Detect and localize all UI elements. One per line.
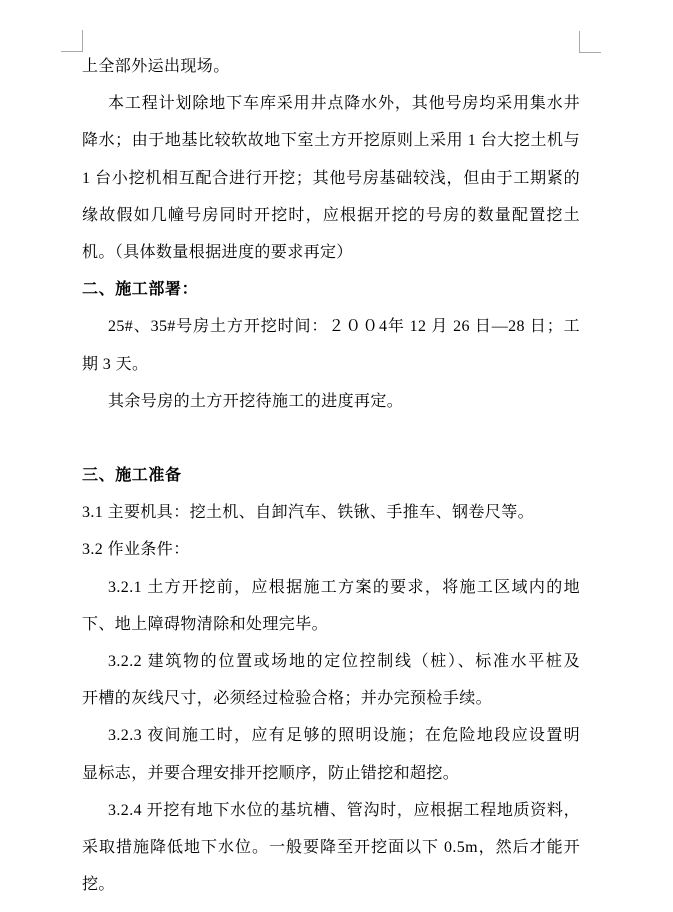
text-line: 机。（具体数量根据进度的要求再定） (82, 243, 353, 261)
text-line: 降水；由于地基比较软故地下室土方开挖原则上采用 1 台大挖土机与 (82, 132, 580, 150)
text-line: 二、施工部署： (82, 281, 199, 299)
text-boundary-mark-top-left-icon (61, 30, 83, 52)
document-body (82, 48, 580, 903)
text-line: 3.2 作业条件： (82, 541, 190, 559)
text-line: 3.2.3 夜间施工时，应有足够的照明设施；在危险地段应设置明 (108, 727, 580, 745)
text-line (82, 420, 580, 457)
text-line: 缘故假如几幢号房同时开挖时，应根据开挖的号房的数量配置挖土 (82, 206, 580, 224)
text-line: 1 台小挖机相互配合进行开挖；其他号房基础较浅，但由于工期紧的 (82, 169, 580, 187)
text-line: 期 3 天。 (82, 355, 149, 373)
text-line: 挖。 (82, 876, 115, 894)
text-line: 3.2.1 土方开挖前，应根据施工方案的要求，将施工区域内的地 (108, 578, 580, 596)
text-line: 本工程计划除地下车库采用井点降水外，其他号房均采用集水井 (108, 95, 580, 113)
text-line: 开槽的灰线尺寸，必须经过检验合格；并办完预检手续。 (82, 690, 493, 708)
text-line: 上全部外运出现场。 (82, 58, 230, 75)
text-line: 显标志，并要合理安排开挖顺序，防止错挖和超挖。 (82, 764, 460, 782)
text-line: 下、地上障碍物清除和处理完毕。 (82, 615, 329, 633)
text-line: 3.2.4 开挖有地下水位的基坑槽、管沟时，应根据工程地质资料， (108, 801, 580, 819)
text-line: 3.1 主要机具：挖土机、自卸汽车、铁锹、手推车、钢卷尺等。 (82, 504, 535, 522)
text-line: 其余号房的土方开挖待施工的进度再定。 (108, 392, 404, 410)
text-line: 3.2.2 建筑物的位置或场地的定位控制线（桩）、标准水平桩及 (108, 653, 580, 670)
text-line: 25#、35#号房土方开挖时间：２００4年 12 月 26 日—28 日；工 (108, 318, 580, 336)
text-line: 采取措施降低地下水位。一般要降至开挖面以下 0.5m，然后才能开 (82, 838, 580, 856)
text-boundary-mark-top-right-icon (579, 31, 601, 53)
text-line: 三、施工准备 (82, 467, 182, 485)
